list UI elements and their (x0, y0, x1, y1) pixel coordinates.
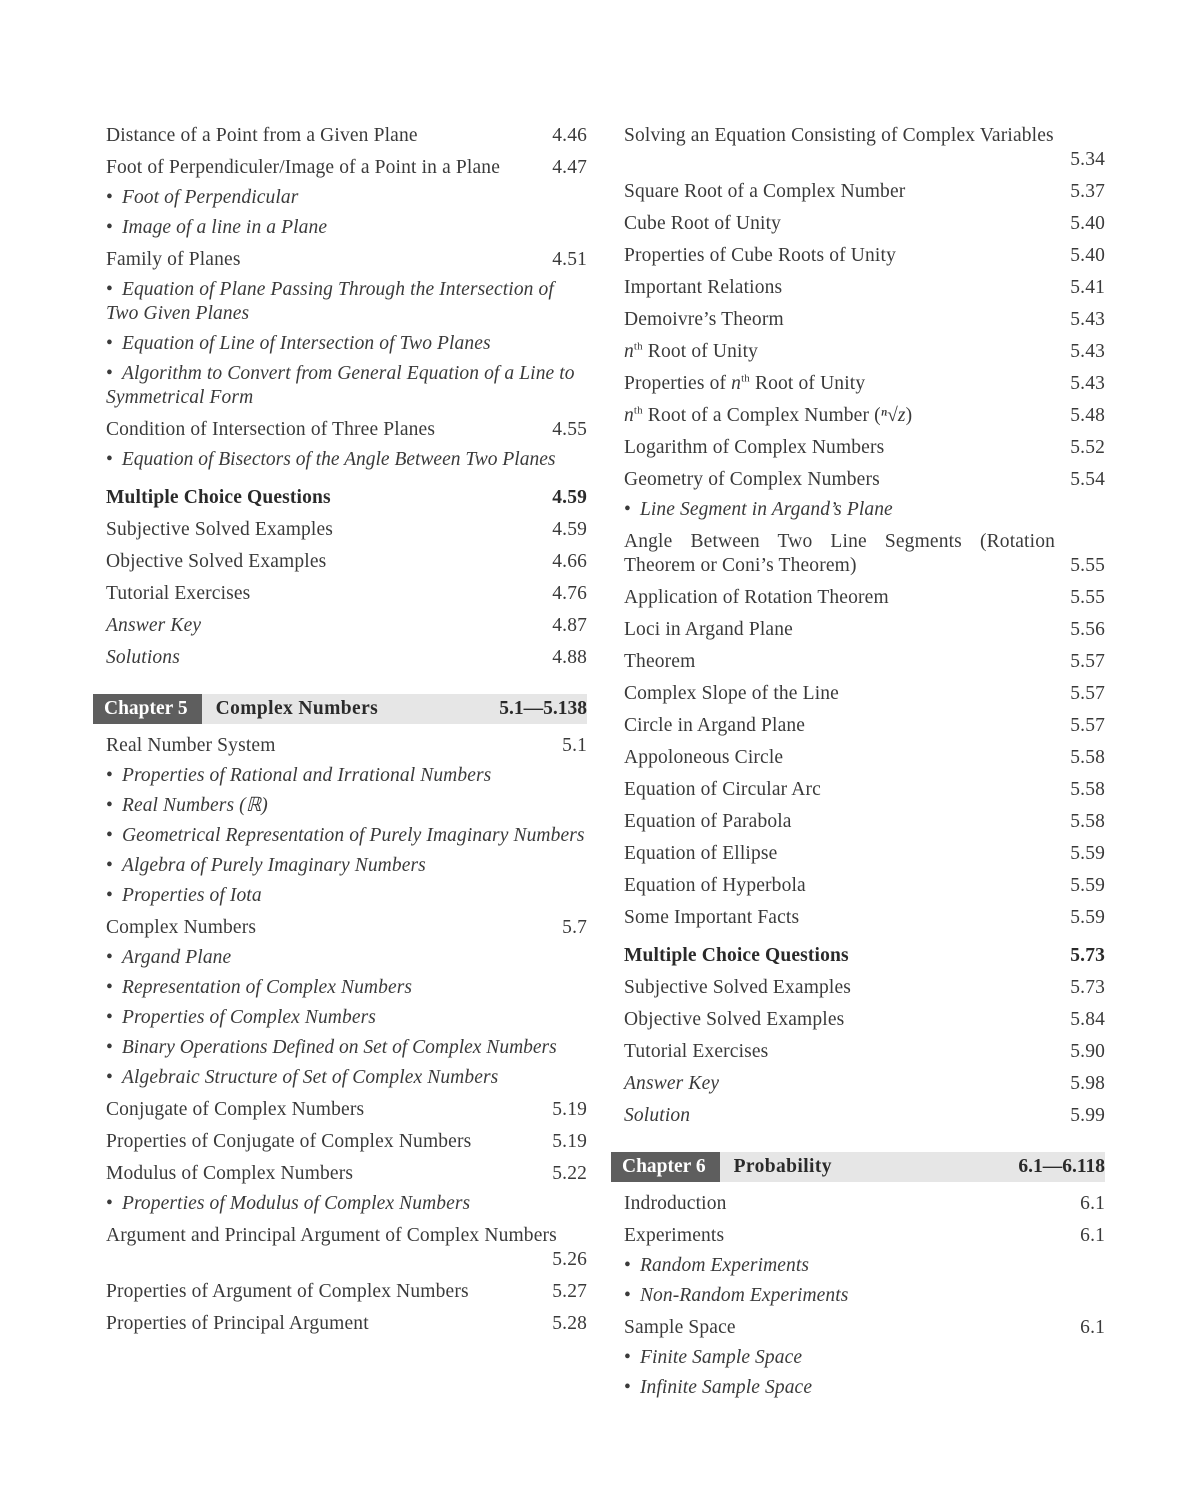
toc-entry: Distance of a Point from a Given Plane 4.46 (106, 125, 587, 146)
chapter-number: Chapter 5 (93, 694, 202, 724)
right-column (624, 124, 1105, 1400)
toc-entry: Properties of Principal Argument 5.28 (106, 1313, 587, 1334)
nth-root-symbol: ⁿ√z (880, 405, 906, 426)
toc-entry: Equation of Hyperbola 5.59 (624, 875, 1105, 896)
toc-entry: Application of Rotation Theorem 5.55 (624, 587, 1105, 608)
toc-entry: Theorem 5.57 (624, 651, 1105, 672)
toc-entry: $n^{th}$ Root of a Complex Number (ⁿ√z) 5.48 (624, 404, 1105, 426)
toc-entry: Tutorial Exercises 5.90 (624, 1041, 1105, 1062)
toc-subentry: • Equation of Bisectors of the Angle Between Two Planes (106, 449, 556, 470)
toc-entry: Cube Root of Unity 5.40 (624, 213, 1105, 234)
toc-subentry: • Binary Operations Defined on Set of Complex Numbers (106, 1037, 557, 1058)
toc-subentry: • Random Experiments (624, 1255, 810, 1276)
toc-subentry: • Algebra of Purely Imaginary Numbers (106, 855, 426, 876)
toc-entry: Modulus of Complex Numbers 5.22 (106, 1163, 587, 1184)
toc-subentry: • Algorithm to Convert from General Equation of a Line to Symmetrical Form (106, 363, 575, 408)
toc-entry: Properties of $n^{th}$ Root of Unity 5.43 (624, 372, 1105, 394)
toc-entry: Subjective Solved Examples 4.59 (106, 519, 587, 540)
toc-subentry: • Image of a line in a Plane (106, 217, 328, 238)
toc-entry: Properties of Conjugate of Complex Numbers 5.19 (106, 1131, 587, 1152)
chapter-header (611, 1152, 1105, 1182)
toc-entry: Tutorial Exercises 4.76 (106, 583, 587, 604)
toc-subentry: • Argand Plane (106, 947, 232, 968)
toc-subentry: • Algebraic Structure of Set of Complex Numbers (106, 1067, 499, 1088)
toc-entry: Circle in Argand Plane 5.57 (624, 715, 1105, 736)
toc-entry: Sample Space 6.1 (624, 1317, 1105, 1338)
chapter-page-range: 6.1—6.118 (1018, 1156, 1105, 1177)
toc-subentry: • Properties of Rational and Irrational Numbers (106, 765, 492, 786)
chapter-title: Probability (733, 1156, 832, 1177)
chapter-header (93, 694, 587, 724)
toc-entry: Subjective Solved Examples 5.73 (624, 977, 1105, 998)
toc-entry: Equation of Circular Arc 5.58 (624, 779, 1105, 800)
mcq-heading: Multiple Choice Questions 4.59 (106, 487, 587, 508)
toc-entry: Answer Key 4.87 (106, 615, 587, 636)
toc-entry: Conjugate of Complex Numbers 5.19 (106, 1099, 587, 1120)
toc-entry: Complex Slope of the Line 5.57 (624, 683, 1105, 704)
toc-entry: Objective Solved Examples 5.84 (624, 1009, 1105, 1030)
toc-entry: Equation of Ellipse 5.59 (624, 843, 1105, 864)
toc-entry: $n^{th}$ Root of Unity 5.43 (624, 340, 1105, 362)
toc-entry: Angle Between Two Line Segments (Rotation Theorem or Coni’s Theorem) 5.55 (624, 531, 1105, 576)
toc-entry: Logarithm of Complex Numbers 5.52 (624, 437, 1105, 458)
toc-entry: Objective Solved Examples 4.66 (106, 551, 587, 572)
toc-entry: Answer Key 5.98 (624, 1073, 1105, 1094)
toc-subentry: • Properties of Modulus of Complex Numbers (106, 1193, 471, 1214)
left-column (106, 124, 587, 1336)
toc-entry: Real Number System 5.1 (106, 735, 587, 756)
toc-entry: Argument and Principal Argument of Complex Numbers 5.26 (106, 1225, 587, 1270)
toc-subentry: • Properties of Complex Numbers (106, 1007, 376, 1028)
toc-entry: Properties of Argument of Complex Numbers 5.27 (106, 1281, 587, 1302)
toc-subentry: • Foot of Perpendicular (106, 187, 299, 208)
toc-entry: Equation of Parabola 5.58 (624, 811, 1105, 832)
toc-entry: Indroduction 6.1 (624, 1193, 1105, 1214)
toc-subentry: • Representation of Complex Numbers (106, 977, 413, 998)
toc-entry: Solution 5.99 (624, 1105, 1105, 1126)
toc-entry: Some Important Facts 5.59 (624, 907, 1105, 928)
toc-subentry: • Equation of Line of Intersection of Two Planes (106, 333, 491, 354)
mcq-heading: Multiple Choice Questions 5.73 (624, 945, 1105, 966)
toc-entry: Square Root of a Complex Number 5.37 (624, 181, 1105, 202)
toc-subentry: • Line Segment in Argand’s Plane (624, 499, 893, 520)
toc-entry: Important Relations 5.41 (624, 277, 1105, 298)
toc-subentry: • Geometrical Representation of Purely Imaginary Numbers (106, 825, 585, 846)
toc-subentry: • Finite Sample Space (624, 1347, 803, 1368)
toc-entry: Experiments 6.1 (624, 1225, 1105, 1246)
toc-subentry: • Equation of Plane Passing Through the Intersection of Two Given Planes (106, 279, 554, 324)
toc-entry: Family of Planes 4.51 (106, 249, 587, 270)
toc-entry: Loci in Argand Plane 5.56 (624, 619, 1105, 640)
toc-entry: Solutions 4.88 (106, 647, 587, 668)
toc-entry: Solving an Equation Consisting of Complex Variables 5.34 (624, 125, 1105, 170)
toc-subentry: • Non-Random Experiments (624, 1285, 849, 1306)
toc-entry: Geometry of Complex Numbers 5.54 (624, 469, 1105, 490)
chapter-page-range: 5.1—5.138 (499, 698, 587, 719)
toc-entry: Demoivre’s Theorm 5.43 (624, 309, 1105, 330)
toc-subentry: • Infinite Sample Space (624, 1377, 813, 1398)
chapter-title: Complex Numbers (215, 698, 379, 719)
toc-entry: Complex Numbers 5.7 (106, 917, 587, 938)
toc-entry: Foot of Perpendiculer/Image of a Point in a Plane 4.47 (106, 157, 587, 178)
toc-subentry: • Properties of Iota (106, 885, 262, 906)
toc-entry: Condition of Intersection of Three Planes 4.55 (106, 419, 587, 440)
toc-subentry: • Real Numbers (ℝ) (106, 795, 268, 816)
chapter-number: Chapter 6 (611, 1152, 720, 1182)
toc-entry: Appoloneous Circle 5.58 (624, 747, 1105, 768)
toc-entry: Properties of Cube Roots of Unity 5.40 (624, 245, 1105, 266)
